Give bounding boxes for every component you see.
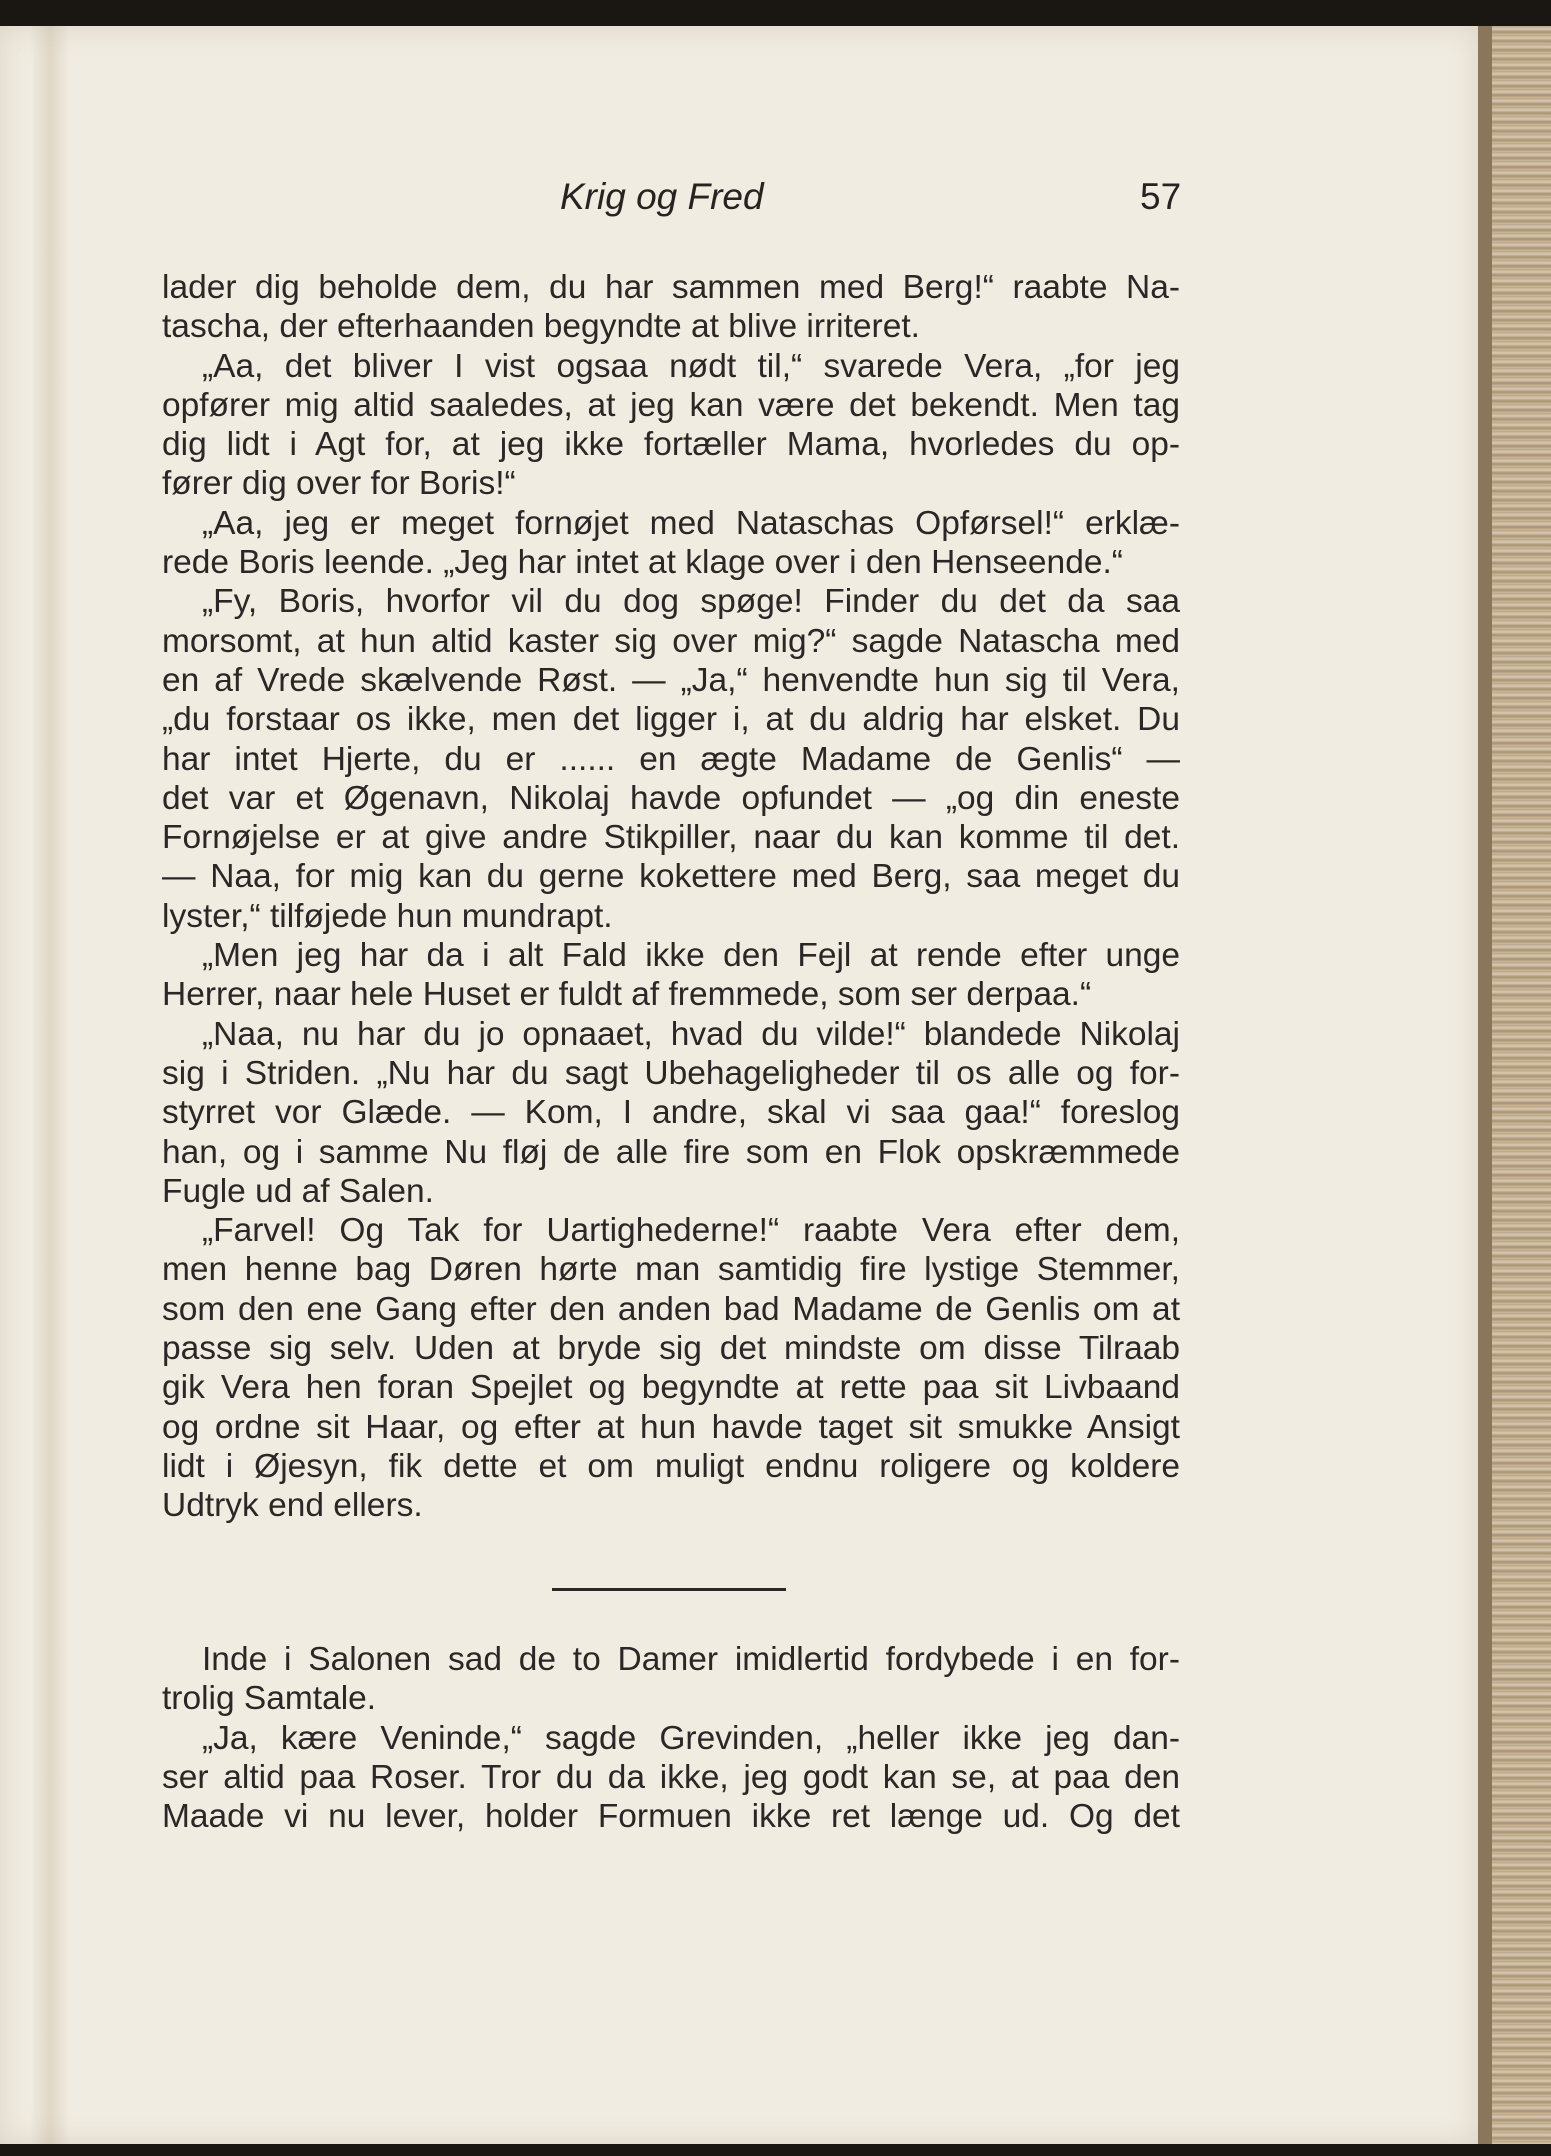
text-line: ser altid paa Roser. Tror du da ikke, jeg godt kan se, at paa den [162,1758,1180,1796]
text-line: „Men jeg har da i alt Fald ikke den Fejl at rende efter unge [202,937,1180,975]
text-line: tascha, der efterhaanden begyndte at blive irriteret. [162,308,920,346]
book-edge-shadow [1478,26,1492,2144]
text-line: trolig Samtale. [162,1680,377,1718]
running-title: Krig og Fred [560,176,764,217]
text-line: dig lidt i Agt for, at jeg ikke fortæller Mama, hvorledes du op- [162,426,1180,464]
text-line: som den ene Gang efter den anden bad Madame de Genlis om at [162,1290,1180,1328]
text-line: lyster,“ tilføjede hun mundrapt. [162,897,613,935]
text-line: „Aa, jeg er meget fornøjet med Nataschas Opførsel!“ erklæ- [202,504,1180,542]
text-line: morsomt, at hun altid kaster sig over mig?“ sagde Natascha med [162,622,1180,660]
text-line: en af Vrede skælvende Røst. — „Ja,“ henvendte hun sig til Vera, [162,661,1180,699]
text-line: fører dig over for Boris!“ [162,465,516,503]
text-line: passe sig selv. Uden at bryde sig det mindste om disse Tilraab [162,1330,1180,1368]
text-line: og ordne sit Haar, og efter at hun havde taget sit smukke Ansigt [162,1408,1180,1446]
text-line: Maade vi nu lever, holder Formuen ikke ret længe ud. Og det [162,1798,1180,1836]
body-text-section-2 [162,1640,1180,1836]
page-number: 57 [1140,176,1182,217]
page-gutter [30,26,70,2144]
text-line: „Fy, Boris, hvorfor vil du dog spøge! Finder du det da saa [202,583,1180,621]
section-separator-rule [552,1588,786,1591]
text-line: — Naa, for mig kan du gerne kokettere med Berg, saa meget du [162,858,1180,896]
text-line: „Ja, kære Veninde,“ sagde Grevinden, „heller ikke jeg dan- [202,1719,1180,1757]
text-line: har intet Hjerte, du er ...... en ægte Madame de Genlis“ — [162,740,1180,778]
text-line: „Farvel! Og Tak for Uartighederne!“ raabte Vera efter dem, [202,1212,1180,1250]
text-line: „Aa, det bliver I vist ogsaa nødt til,“ svarede Vera, „for jeg [202,347,1180,385]
text-line: lidt i Øjesyn, fik dette et om muligt endnu roligere og koldere [162,1447,1180,1485]
text-line: Udtryk end ellers. [162,1487,423,1525]
body-text-section-1 [162,268,1180,1526]
text-line: det var et Øgenavn, Nikolaj havde opfundet — „og din eneste [162,779,1180,817]
text-line: Inde i Salonen sad de to Damer imidlertid fordybede i en for- [202,1641,1180,1678]
text-line: lader dig beholde dem, du har sammen med Berg!“ raabte Na- [162,269,1180,306]
text-line: han, og i samme Nu fløj de alle fire som en Flok opskræmmede [162,1133,1180,1171]
text-line: opfører mig altid saaledes, at jeg kan være det bekendt. Men tag [162,386,1180,424]
text-line: Fugle ud af Salen. [162,1172,434,1210]
page-header [0,176,1478,226]
text-line: Herrer, naar hele Huset er fuldt af fremmede, som ser derpaa.“ [162,976,1092,1014]
text-line: styrret vor Glæde. — Kom, I andre, skal vi saa gaa!“ foreslog [162,1094,1180,1132]
text-line: „du forstaar os ikke, men det ligger i, at du aldrig har elsket. Du [162,701,1180,739]
text-line: Fornøjelse er at give andre Stikpiller, naar du kan komme til det. [162,819,1180,857]
text-line: „Naa, nu har du jo opnaaet, hvad du vilde!“ blandede Nikolaj [202,1015,1180,1053]
text-line: gik Vera hen foran Spejlet og begyndte at rette paa sit Livbaand [162,1369,1180,1407]
text-line: rede Boris leende. „Jeg har intet at klage over i den Henseende.“ [162,544,1123,582]
text-line: men henne bag Døren hørte man samtidig fire lystige Stemmer, [162,1251,1180,1289]
text-line: sig i Striden. „Nu har du sagt Ubehageligheder til os alle og for- [162,1054,1180,1092]
